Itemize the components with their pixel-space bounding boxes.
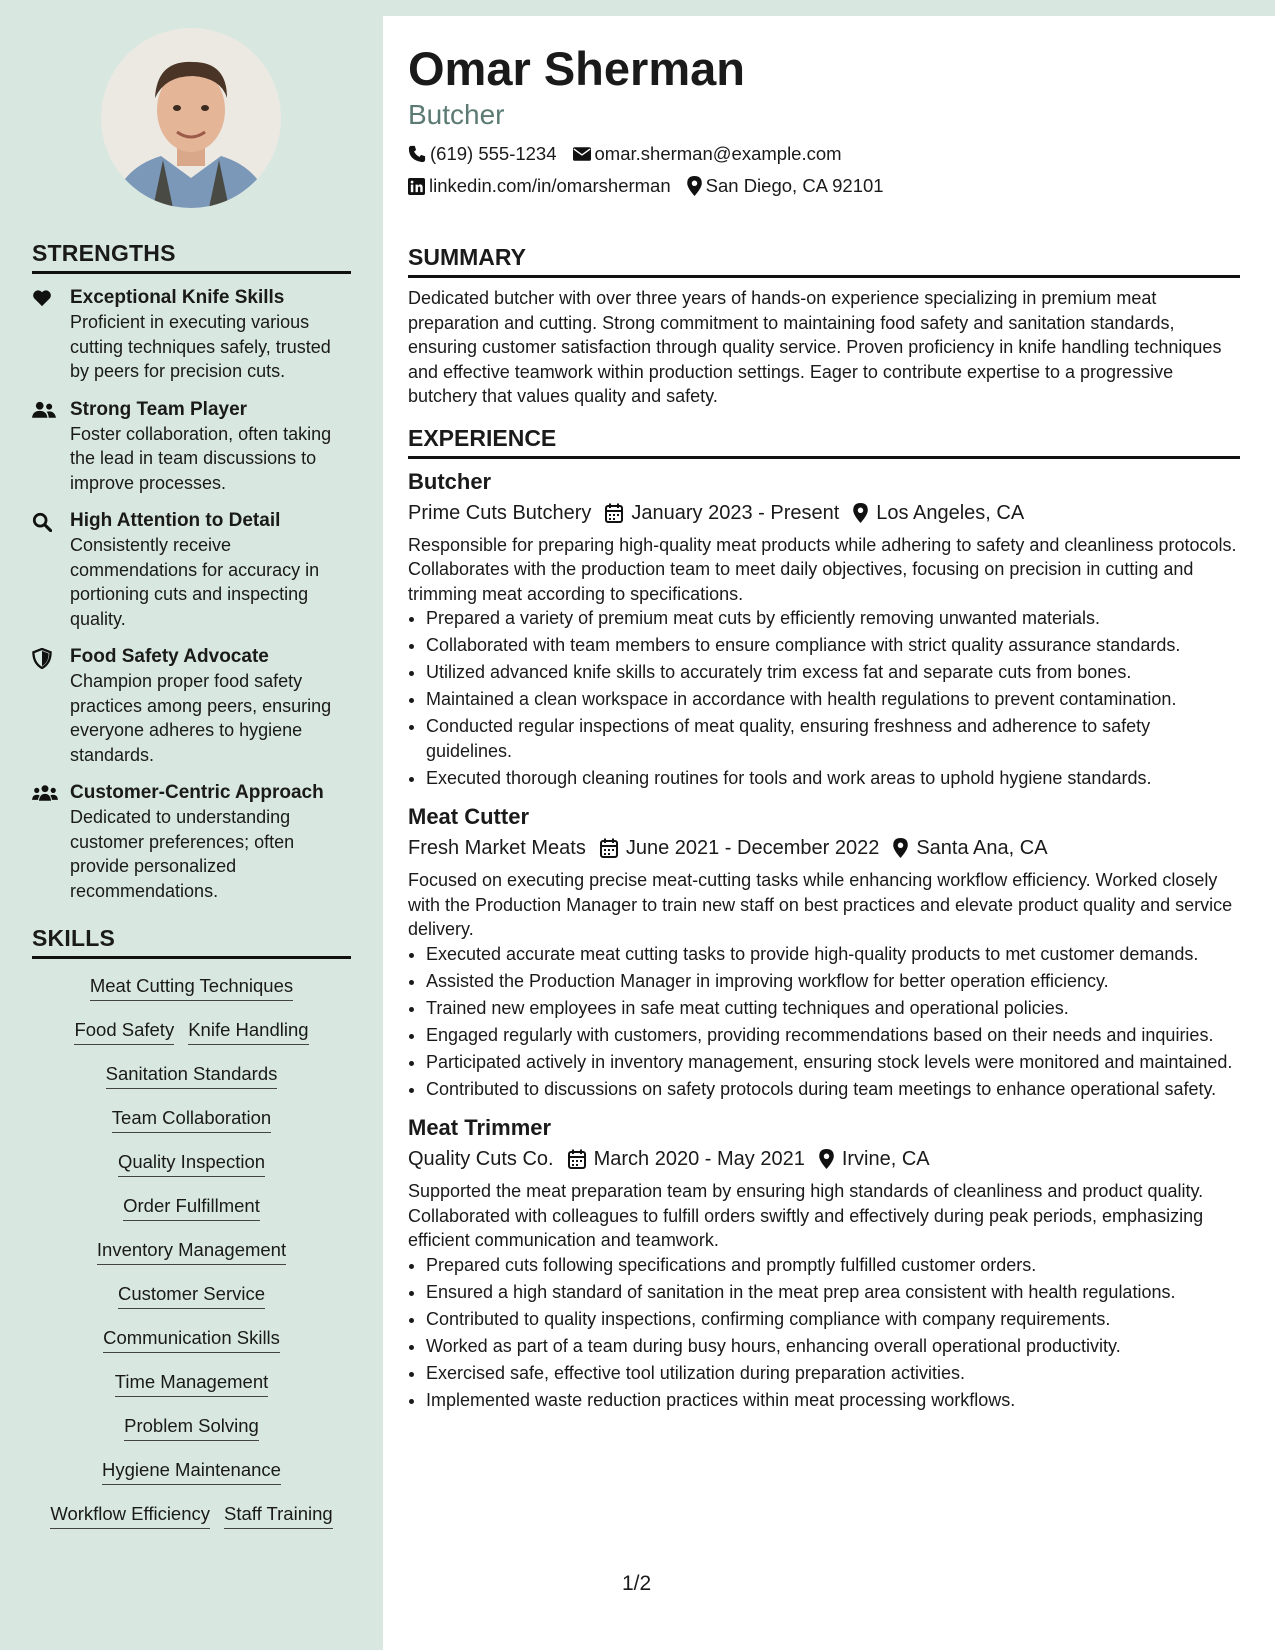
candidate-name: Omar Sherman (408, 42, 745, 95)
bullet-item: • Utilized advanced knife skills to accurately trim excess fat and separate cuts from bones. (426, 660, 1240, 685)
skill-item: Order Fulfillment (123, 1193, 260, 1221)
contact-email[interactable] (573, 138, 842, 170)
location-name: Los Angeles, CA (876, 501, 1025, 524)
strength-item (32, 286, 351, 384)
skill-item: Inventory Management (97, 1237, 286, 1265)
users-icon (32, 401, 56, 419)
strength-desc: Dedicated to understanding customer preferences; often provide personalized recommendations. (70, 807, 295, 901)
job-company (408, 832, 586, 864)
map-pin-icon (893, 838, 908, 858)
bullet-item: • Prepared a variety of premium meat cuts by efficiently removing unwanted materials. (426, 606, 1240, 631)
job-title: Meat Cutter (408, 804, 530, 829)
location-text: San Diego, CA 92101 (705, 175, 884, 196)
bullet-item: • Assisted the Production Manager in improving workflow for better operation efficiency. (426, 969, 1240, 994)
job-entry (408, 467, 1240, 791)
job-meta (408, 832, 1240, 864)
job-description: Focused on executing precise meat-cutting tasks while enhancing workflow efficiency. Worked closely with the Production Manager to train new staff on best practices and elevate product quality and service delivery. (408, 870, 1233, 939)
strength-desc: Consistently receive commendations for accuracy in portioning cuts and inspecting quality. (70, 535, 320, 629)
bullet-item: • Executed thorough cleaning routines for tools and work areas to uphold hygiene standards. (426, 766, 1240, 791)
linkedin-text[interactable]: linkedin.com/in/omarsherman (429, 175, 671, 196)
skill-item: Hygiene Maintenance (102, 1457, 281, 1485)
strength-title: Strong Team Player (70, 398, 248, 420)
calendar-icon (600, 838, 618, 858)
bullet-item: • Contributed to discussions on safety protocols during team meetings to enhance operational safety. (426, 1077, 1240, 1102)
job-entry (408, 1113, 1240, 1412)
location-name: Irvine, CA (841, 1148, 930, 1170)
main-content (408, 40, 1240, 1424)
job-entry (408, 802, 1240, 1101)
job-bullets (408, 1253, 1240, 1413)
skill-item: Workflow Efficiency (50, 1501, 210, 1529)
job-meta (408, 1143, 1240, 1175)
company-name: Fresh Market Meats (408, 837, 586, 859)
strength-title: Customer-Centric Approach (70, 782, 324, 803)
bullet-item: • Implemented waste reduction practices within meat processing workflows. (426, 1388, 1240, 1413)
bullet-item: • Executed accurate meat cutting tasks to provide high-quality products to met customer demands. (426, 942, 1240, 967)
map-pin-icon (687, 176, 702, 196)
calendar-icon (605, 503, 623, 523)
skill-item: Meat Cutting Techniques (90, 973, 293, 1001)
job-company (408, 1143, 554, 1175)
contact-row (408, 138, 1240, 170)
job-company (408, 497, 591, 529)
phone-text: (619) 555-1234 (430, 143, 557, 164)
strength-item (32, 509, 351, 631)
experience-heading: EXPERIENCE (408, 425, 1240, 459)
strength-item (32, 645, 351, 767)
skill-item: Customer Service (118, 1281, 265, 1309)
job-bullets (408, 942, 1240, 1102)
candidate-title: Butcher (408, 99, 505, 130)
bullet-item: • Conducted regular inspections of meat quality, ensuring freshness and adherence to safety guidelines. (426, 714, 1240, 763)
strength-title: Exceptional Knife Skills (70, 287, 285, 308)
page-number: 1/2 (622, 1572, 652, 1595)
summary-heading: SUMMARY (408, 244, 1240, 278)
date-range: June 2021 - December 2022 (625, 837, 880, 859)
skill-item: Quality Inspection (118, 1149, 265, 1177)
linkedin-icon (408, 178, 425, 195)
job-description: Responsible for preparing high-quality meat products while adhering to safety and cleanliness protocols. Collaborates with the production team to meet daily objectives, focusing on precision in cutting and trimming meat according to specifications. (408, 534, 1237, 604)
heart-icon (32, 289, 52, 307)
search-icon (32, 512, 52, 532)
strength-title: Food Safety Advocate (70, 646, 269, 667)
strengths-heading: STRENGTHS (32, 240, 351, 274)
contact-phone (408, 138, 557, 170)
strength-item (32, 398, 351, 496)
map-pin-icon (853, 503, 868, 523)
strength-desc: Foster collaboration, often taking the lead in team discussions to improve processes. (70, 423, 332, 493)
job-bullets (408, 606, 1240, 790)
job-dates (605, 497, 839, 529)
sidebar-content (32, 240, 351, 1545)
job-description: Supported the meat preparation team by ensuring high standards of cleanliness and product quality. Collaborated with colleagues to fulfill orders swiftly and effectively during peak periods, emphasizing efficient communication and teamwork. (408, 1181, 1204, 1250)
job-title: Butcher (408, 468, 492, 494)
strength-item (32, 781, 351, 903)
bullet-item: • Collaborated with team members to ensure compliance with strict quality assurance standards. (426, 633, 1240, 658)
strength-desc: Champion proper food safety practices among peers, ensuring everyone adheres to hygiene standards. (70, 671, 332, 765)
phone-icon (408, 145, 426, 163)
email-text[interactable]: omar.sherman@example.com (594, 143, 842, 164)
calendar-icon (568, 1149, 586, 1169)
bullet-item: • Exercised safe, effective tool utilization during preparation activities. (426, 1361, 1240, 1386)
job-dates (600, 832, 880, 864)
profile-photo (101, 28, 281, 208)
envelope-icon (573, 147, 591, 161)
bullet-item: • Trained new employees in safe meat cutting techniques and operational policies. (426, 996, 1240, 1021)
sidebar (0, 0, 383, 1650)
strength-title: High Attention to Detail (70, 510, 281, 531)
group-icon (32, 784, 58, 802)
skill-item: Communication Skills (103, 1325, 280, 1353)
bullet-item: • Maintained a clean workspace in accordance with health regulations to prevent contamination. (426, 687, 1240, 712)
date-range: March 2020 - May 2021 (593, 1148, 805, 1170)
shield-icon (32, 648, 52, 669)
bullet-item: • Participated actively in inventory management, ensuring stock levels were monitored and maintained. (426, 1050, 1240, 1075)
skill-item: Team Collaboration (112, 1105, 271, 1133)
skill-item: Staff Training (224, 1501, 333, 1529)
job-location (893, 832, 1047, 864)
job-location (819, 1143, 930, 1175)
job-title: Meat Trimmer (408, 1115, 552, 1140)
bullet-item: • Contributed to quality inspections, confirming compliance with company requirements. (426, 1307, 1240, 1332)
job-dates (568, 1143, 805, 1175)
skill-item: Food Safety (74, 1017, 174, 1045)
company-name: Quality Cuts Co. (408, 1148, 554, 1170)
contact-location (687, 170, 884, 202)
strength-desc: Proficient in executing various cutting techniques safely, trusted by peers for precision cuts. (70, 312, 331, 381)
contact-row (408, 170, 1240, 202)
location-name: Santa Ana, CA (916, 837, 1048, 859)
skill-item: Sanitation Standards (106, 1061, 278, 1089)
skill-item: Time Management (115, 1369, 269, 1397)
skill-item: Knife Handling (188, 1017, 308, 1045)
skills-list (32, 973, 351, 1545)
job-location (853, 497, 1024, 529)
summary-text: Dedicated butcher with over three years of hands-on experience specializing in premium meat preparation and cutting. Strong commitment to maintaining food safety and sanitation standards, ensuring customer satisfaction through quality service. Proven proficiency in knife handling techniques and effective teamwork within production settings. Eager to contribute expertise to a progressive butchery that values quality and safety. (408, 288, 1222, 406)
job-meta (408, 497, 1240, 529)
skill-item: Problem Solving (124, 1413, 259, 1441)
map-pin-icon (819, 1149, 834, 1169)
skills-heading: SKILLS (32, 925, 351, 959)
contact-linkedin[interactable] (408, 170, 671, 202)
bullet-item: • Worked as part of a team during busy hours, enhancing overall operational productivity. (426, 1334, 1240, 1359)
date-range: January 2023 - Present (631, 501, 840, 524)
company-name: Prime Cuts Butchery (408, 501, 592, 524)
bullet-item: • Ensured a high standard of sanitation in the meat prep area consistent with health regulations. (426, 1280, 1240, 1305)
bullet-item: • Prepared cuts following specifications and promptly fulfilled customer orders. (426, 1253, 1240, 1278)
bullet-item: • Engaged regularly with customers, providing recommendations based on their needs and inquiries. (426, 1023, 1240, 1048)
